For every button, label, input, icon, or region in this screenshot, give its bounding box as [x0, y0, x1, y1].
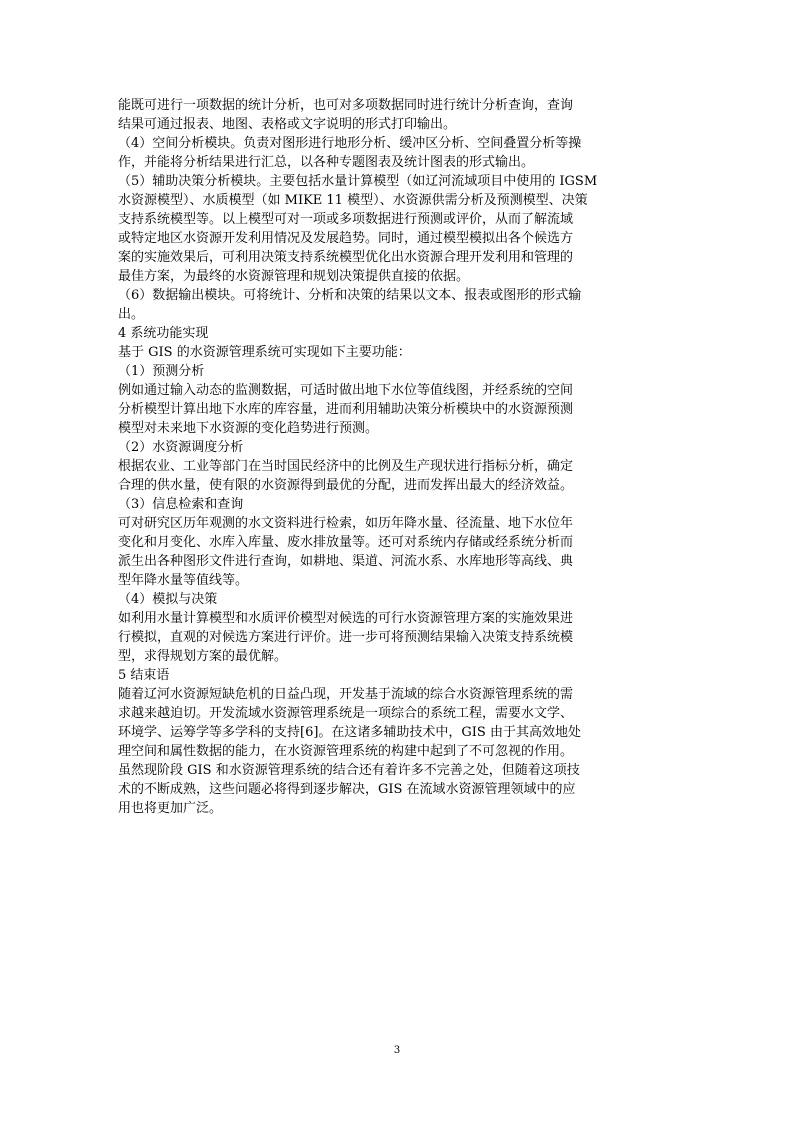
- text-line: 4 系统功能实现: [118, 326, 209, 341]
- text-line: 作，并能将分析结果进行汇总，以各种专题图表及统计图表的形式输出。: [118, 155, 535, 170]
- text-line: 基于 GIS 的水资源管理系统可实现如下主要功能：: [118, 345, 411, 360]
- text-line: 环境学、运筹学等多学科的支持[6]。在这诸多辅助技术中，GIS 由于其高效地处: [118, 725, 581, 740]
- document-body: [118, 96, 680, 818]
- text-line: 型年降水量等值线等。: [118, 573, 249, 588]
- text-line: 型，求得规划方案的最优解。: [118, 649, 288, 664]
- text-line: 变化和月变化、水库入库量、废水排放量等。还可对系统内存储或经系统分析而: [118, 535, 574, 550]
- text-line: 最佳方案，为最终的水资源管理和规划决策提供直接的依据。: [118, 269, 470, 284]
- text-line: 模型对未来地下水资源的变化趋势进行预测。: [118, 421, 379, 436]
- text-line: 理空间和属性数据的能力，在水资源管理系统的构建中起到了不可忽视的作用。: [118, 744, 574, 759]
- text-line: 能既可进行一项数据的统计分析，也可对多项数据同时进行统计分析查询，查询: [118, 98, 574, 113]
- text-line: 支持系统模型等。以上模型可对一项或多项数据进行预测或评价，从而了解流域: [118, 212, 574, 227]
- text-line: 或特定地区水资源开发利用情况及发展趋势。同时，通过模型模拟出各个候选方: [118, 231, 574, 246]
- text-line: 案的实施效果后，可利用决策支持系统模型优化出水资源合理开发利用和管理的: [118, 250, 574, 265]
- text-line: （4）模拟与决策: [118, 592, 218, 607]
- text-line: （6）数据输出模块。可将统计、分析和决策的结果以文本、报表或图形的形式输: [118, 288, 582, 303]
- text-line: 5 结束语: [118, 668, 170, 683]
- text-line: 术的不断成熟，这些问题必将得到逐步解决，GIS 在流域水资源管理领域中的应: [118, 782, 576, 797]
- text-line: 虽然现阶段 GIS 和水资源管理系统的结合还有着许多不完善之处，但随着这项技: [118, 763, 580, 778]
- page-number: 3: [393, 1045, 401, 1056]
- text-line: （5）辅助决策分析模块。主要包括水量计算模型（如辽河流域项目中使用的 IGSM: [118, 174, 598, 189]
- text-line: 可对研究区历年观测的水文资料进行检索，如历年降水量、径流量、地下水位年: [118, 516, 574, 531]
- text-line: 随着辽河水资源短缺危机的日益凸现，开发基于流域的综合水资源管理系统的需: [118, 687, 574, 702]
- text-line: 行模拟，直观的对候选方案进行评价。进一步可将预测结果输入决策支持系统模: [118, 630, 574, 645]
- text-line: 出。: [118, 307, 145, 322]
- text-line: （3）信息检索和查询: [118, 497, 244, 512]
- text-line: 结果可通过报表、地图、表格或文字说明的形式打印输出。: [118, 117, 457, 132]
- text-line: 根据农业、工业等部门在当时国民经济中的比例及生产现状进行指标分析，确定: [118, 459, 574, 474]
- text-line: 分析模型计算出地下水库的库容量，进而利用辅助决策分析模块中的水资源预测: [118, 402, 574, 417]
- text-line: （4）空间分析模块。负责对图形进行地形分析、缓冲区分析、空间叠置分析等操: [118, 136, 582, 151]
- text-line: （2）水资源调度分析: [118, 440, 244, 455]
- text-line: 求越来越迫切。开发流域水资源管理系统是一项综合的系统工程，需要水文学、: [118, 706, 574, 721]
- text-line: 水资源模型）、水质模型（如 MIKE 11 模型）、水资源供需分析及预测模型、决策: [118, 193, 588, 208]
- text-line: 例如通过输入动态的监测数据，可适时做出地下水位等值线图，并经系统的空间: [118, 383, 574, 398]
- text-line: 用也将更加广泛。: [118, 801, 223, 816]
- text-line: 如利用水量计算模型和水质评价模型对候选的可行水资源管理方案的实施效果进: [118, 611, 574, 626]
- text-line: 合理的供水量，使有限的水资源得到最优的分配，进而发挥出最大的经济效益。: [118, 478, 574, 493]
- text-line: （1）预测分析: [118, 364, 205, 379]
- text-line: 派生出各种图形文件进行查询，如耕地、渠道、河流水系、水库地形等高线、典: [118, 554, 574, 569]
